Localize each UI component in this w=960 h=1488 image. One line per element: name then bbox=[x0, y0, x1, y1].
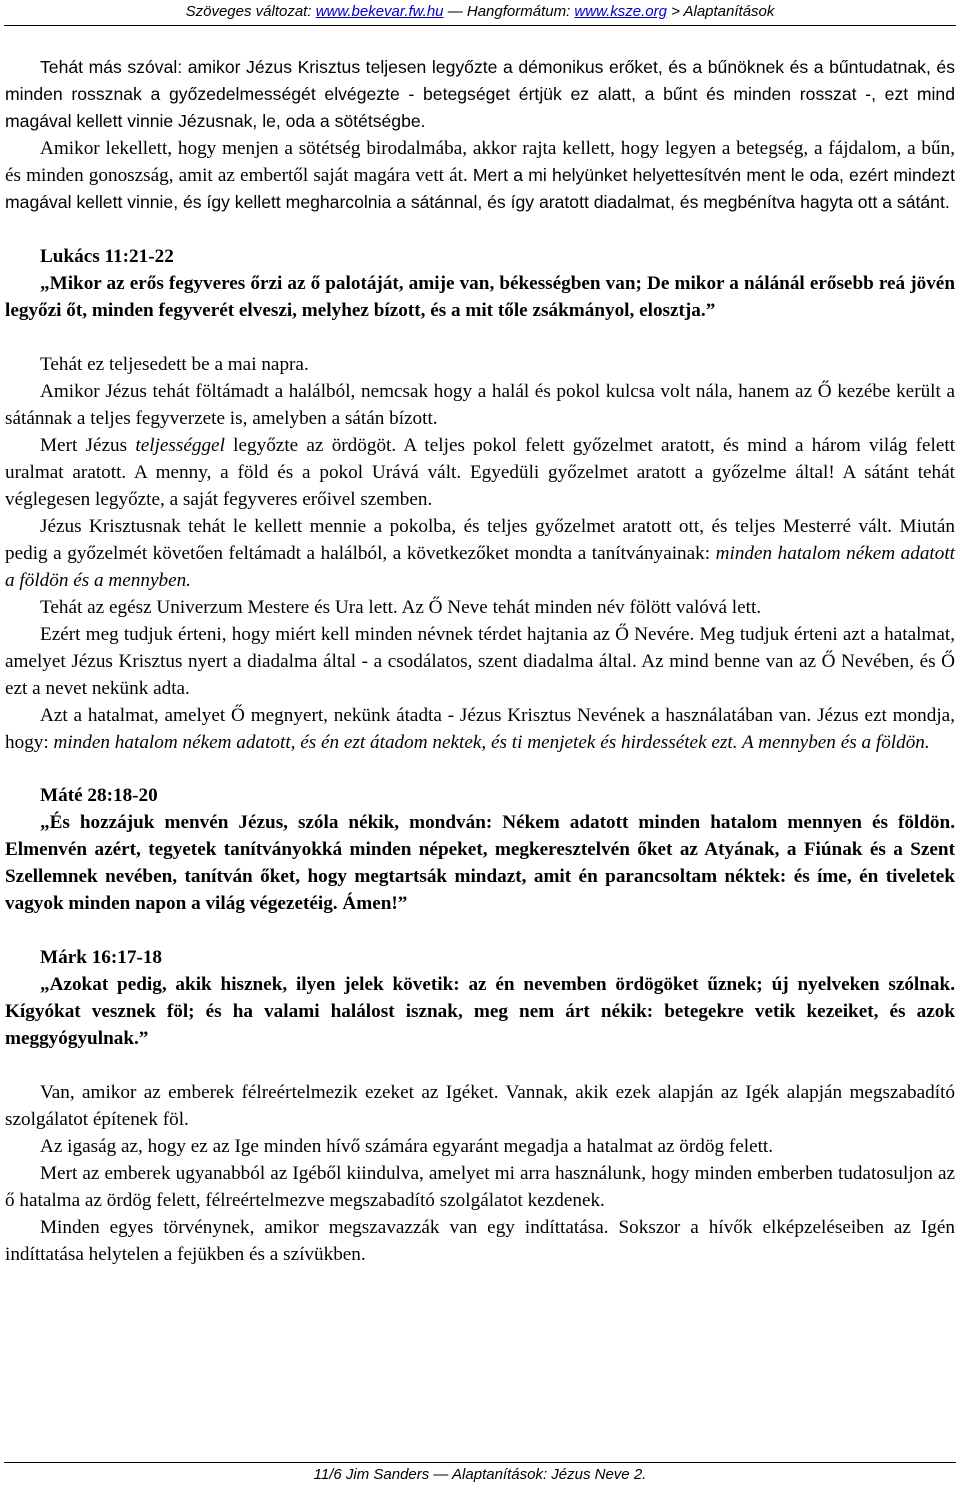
paragraph-1: Tehát más szóval: amikor Jézus Krisztus teljesen legyőzte a démonikus erőket, és a bűnöknek és a bűntudatnak, és minden rossznak a győzedelmességét elvégezte - betegséget értjük ez alatt, a bűnt és minden rosszat -, ezt mind magával kellett vinnie Jézusnak, le, oda a sötétségbe. bbox=[5, 57, 955, 131]
paragraph-4: Amikor Jézus tehát föltámadt a halálból, nemcsak hogy a halál és pokol kulcsa volt nála, hanem az Ő kezébe került a sátánnak a teljes fegyverzete is, amelyben a sátán bízott. bbox=[5, 381, 955, 429]
header-breadcrumb: > Alaptanítások bbox=[671, 3, 775, 20]
paragraph-6-start: Jézus Krisztusnak tehát le kellett mennie a pokolba, és teljes győzelmet aratott ott, és teljes Mesterré vált. Miután pedig a győzelmét követően feltámadt a halálból, a következőket mondta a tanítványainak: bbox=[5, 516, 955, 564]
header-dash: — bbox=[447, 3, 463, 20]
paragraph-10: Van, amikor az emberek félreértelmezik ezeket az Igéket. Vannak, akik ezek alapján az Igék alapján megszabadító szolgálatot építenek föl. bbox=[5, 1082, 955, 1130]
paragraph-2 bbox=[5, 135, 955, 216]
scripture-ref-mark: Márk 16:17-18 bbox=[40, 947, 163, 968]
footer-divider bbox=[4, 1462, 956, 1463]
scripture-quote-matthew: „És hozzájuk menvén Jézus, szóla nékik, mondván: Nékem adatott minden hatalom mennyen és földön. Elmenvén azért, tegyetek tanítványokká minden népeket, megkeresztelvén őket az Atyának, a Fiúnak és a Szent Szellemnek nevében, tanítván őket, hogy megtartsák mindazt, amit én parancsoltam néktek: és íme, én tiveletek vagyok minden napon a világ végezetéig. Ámen!” bbox=[5, 812, 955, 914]
header-label-text: Szöveges változat: bbox=[185, 3, 312, 20]
header-link-ksze[interactable]: www.ksze.org bbox=[574, 3, 667, 20]
paragraph-5-emphasis: teljességgel bbox=[135, 435, 225, 456]
paragraph-5-end: legyőzte az ördögöt. A teljes pokol felett győzelmet aratott, és mind a három világ felett uralmat aratott. A menny, a föld és a pokol Urává vált. Egyedüli győzelmet aratott a győzelme által! A sátánt tehát véglegesen legyőzte, a saját fegyveres erőivel szemben. bbox=[5, 435, 956, 510]
paragraph-9 bbox=[5, 702, 955, 756]
scripture-ref-luke: Lukács 11:21-22 bbox=[40, 246, 174, 267]
paragraph-6 bbox=[5, 513, 955, 594]
scripture-ref-matthew: Máté 28:18-20 bbox=[40, 785, 158, 806]
paragraph-5 bbox=[5, 432, 955, 513]
page-header bbox=[0, 2, 960, 22]
paragraph-7: Tehát az egész Univerzum Mestere és Ura lett. Az Ő Neve tehát minden név fölött valóvá lett. bbox=[40, 597, 762, 618]
paragraph-12: Mert az emberek ugyanabból az Igéből kiindulva, amelyet mi arra használunk, hogy minden emberben tudatosuljon az ő hatalma az ördög felett, félreértelmezve megszabadító szolgálatot kezdenek. bbox=[5, 1163, 955, 1211]
paragraph-6-emphasis: minden hatalom nékem adatott a földön és a mennyben. bbox=[5, 543, 956, 591]
document-body bbox=[5, 54, 955, 1268]
header-link-bekevar[interactable]: www.bekevar.fw.hu bbox=[315, 3, 444, 20]
page-footer: 11/6 Jim Sanders — Alaptanítások: Jézus Neve 2. bbox=[313, 1466, 647, 1483]
paragraph-9-start: Azt a hatalmat, amelyet Ő megnyert, nekünk átadta - Jézus Krisztus Nevének a használatában van. Jézus ezt mondja, hogy: bbox=[5, 705, 955, 753]
paragraph-13: Minden egyes törvénynek, amikor megszavazzák van egy indíttatása. Sokszor a hívők elképzeléseiben az Igén indíttatása helytelen a fejükben és a szívükben. bbox=[5, 1217, 955, 1265]
paragraph-9-emphasis: minden hatalom nékem adatott, és én ezt átadom nektek, és ti menjetek és hirdessétek ezt. A mennyben és a földön. bbox=[53, 732, 930, 753]
scripture-quote-luke: „Mikor az erős fegyveres őrzi az ő palotáját, amije van, békességben van; De mikor a nálánál erősebb reá jövén legyőzi őt, minden fegyverét elveszi, melyhez bízott, és a mit tőle zsákmányol, elosztja.” bbox=[5, 273, 955, 321]
paragraph-11: Az igaság az, hogy ez az Ige minden hívő számára egyaránt megadja a hatalmat az ördög felett. bbox=[40, 1136, 774, 1157]
header-label-audio: Hangformátum: bbox=[466, 3, 571, 20]
paragraph-3: Tehát ez teljesedett be a mai napra. bbox=[40, 354, 309, 375]
scripture-quote-mark: „Azokat pedig, akik hisznek, ilyen jelek követik: az én nevemben ördögöket űznek; új nyelveken szólnak. Kígyókat vesznek föl; és ha valami halálost isznak, meg nem árt nékik: betegekre vetik kezeiket, és azok meggyógyulnak.” bbox=[5, 974, 955, 1049]
paragraph-8: Ezért meg tudjuk érteni, hogy miért kell minden névnek térdet hajtania az Ő Nevére. Meg tudjuk érteni azt a hatalmat, amelyet Jézus Krisztus nyert a diadalma által - a csodálatos, szent diadalma által. Az mind benne van az Ő Nevében, és Ő ezt a nevet nekünk adta. bbox=[5, 624, 955, 699]
paragraph-5-start: Mert Jézus bbox=[40, 435, 128, 456]
paragraph-2-sans: Mert a mi helyünket helyettesítvén ment le oda, ezért mindezt magával kellett vinnie, és így kellett megharcolnia a sátánnal, és így aratott diadalmat, és megbénítva hagyta ott a sátánt. bbox=[5, 165, 955, 212]
header-divider bbox=[4, 25, 956, 26]
paragraph-2-serif: Amikor lekellett, hogy menjen a sötétség birodalmába, akkor rajta kellett, hogy legyen a betegség, a fájdalom, a bűn, és minden gonoszság, amit az embertől saját magára vett át. bbox=[5, 138, 955, 186]
